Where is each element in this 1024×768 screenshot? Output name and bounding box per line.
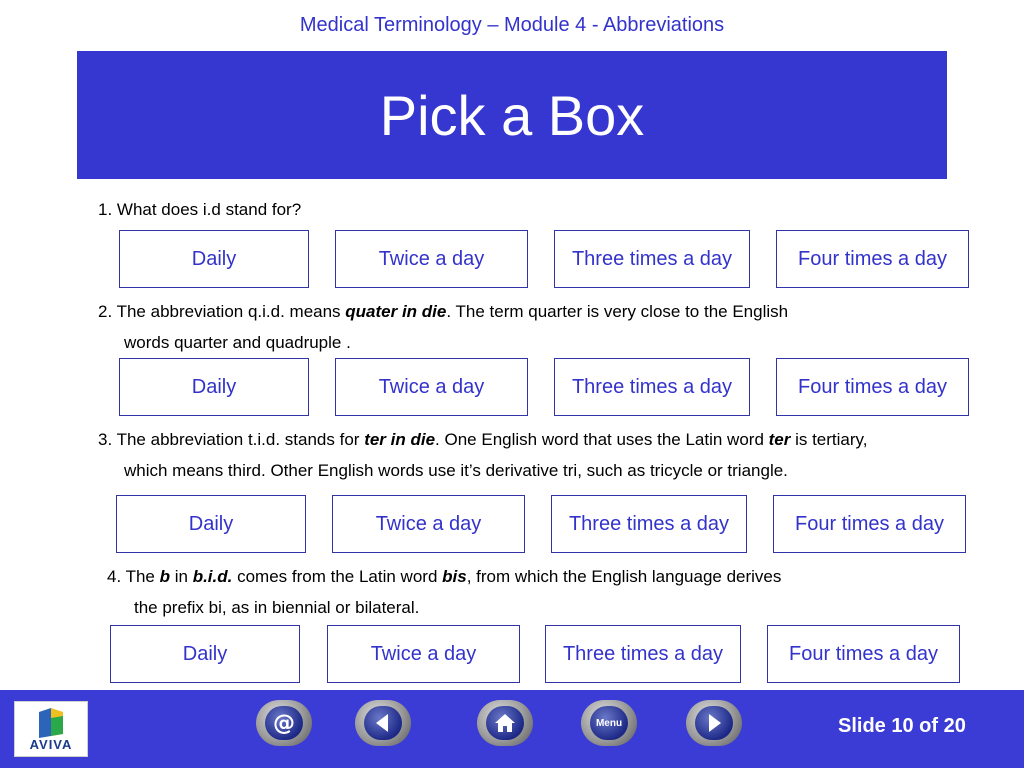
question-4-text-d: , from which the English language derives bbox=[466, 567, 782, 586]
aviva-logo bbox=[14, 701, 88, 757]
question-2-latin-term: quater in die bbox=[345, 302, 447, 321]
forward-arrow-icon bbox=[695, 706, 733, 740]
q1-option-daily[interactable]: Daily bbox=[119, 230, 309, 288]
email-icon bbox=[265, 706, 303, 740]
question-4-text-c: comes from the Latin word bbox=[232, 567, 443, 586]
q3-option-four[interactable]: Four times a day bbox=[773, 495, 966, 553]
q2-option-daily[interactable]: Daily bbox=[119, 358, 309, 416]
question-2 bbox=[98, 296, 788, 358]
forward-button[interactable] bbox=[686, 700, 742, 746]
aviva-logo-text: AVIVA bbox=[29, 737, 73, 752]
q4-option-daily[interactable]: Daily bbox=[110, 625, 300, 683]
question-3-latin-root: ter bbox=[768, 430, 791, 449]
q2-option-three[interactable]: Three times a day bbox=[554, 358, 750, 416]
home-button[interactable] bbox=[477, 700, 533, 746]
question-3-line2: which means third. Other English words use it’s derivative tri, such as tricycle or triangle. bbox=[124, 461, 788, 480]
question-1 bbox=[98, 194, 301, 225]
question-4-letter: b bbox=[159, 567, 171, 586]
menu-label: Menu bbox=[595, 717, 623, 729]
question-3-text-a: 3. The abbreviation t.i.d. stands for bbox=[98, 430, 365, 449]
menu-button[interactable] bbox=[581, 700, 637, 746]
question-2-line2: words quarter and quadruple . bbox=[124, 333, 351, 352]
q2-option-twice[interactable]: Twice a day bbox=[335, 358, 528, 416]
q1-option-twice[interactable]: Twice a day bbox=[335, 230, 528, 288]
q3-option-twice[interactable]: Twice a day bbox=[332, 495, 525, 553]
question-2-text-b: . The term quarter is very close to the English bbox=[446, 302, 789, 321]
q1-option-three[interactable]: Three times a day bbox=[554, 230, 750, 288]
home-icon bbox=[486, 706, 524, 740]
question-3-text-b: . One English word that uses the Latin word bbox=[435, 430, 769, 449]
module-title: Medical Terminology – Module 4 - Abbreviations bbox=[299, 14, 725, 36]
q3-option-daily[interactable]: Daily bbox=[116, 495, 306, 553]
question-4-text-a: 4. The bbox=[107, 567, 160, 586]
title-banner bbox=[77, 51, 947, 179]
question-2-text-a: 2. The abbreviation q.i.d. means bbox=[98, 302, 346, 321]
question-4-abbreviation: b.i.d. bbox=[192, 567, 233, 586]
q4-option-four[interactable]: Four times a day bbox=[767, 625, 960, 683]
question-3 bbox=[98, 424, 868, 486]
back-button[interactable] bbox=[355, 700, 411, 746]
question-4-line2: the prefix bi, as in biennial or bilateral. bbox=[134, 598, 420, 617]
q2-option-four[interactable]: Four times a day bbox=[776, 358, 969, 416]
email-button[interactable] bbox=[256, 700, 312, 746]
question-3-text-c: is tertiary, bbox=[790, 430, 868, 449]
question-4 bbox=[107, 561, 781, 623]
svg-text:@: @ bbox=[273, 711, 295, 736]
q1-option-four[interactable]: Four times a day bbox=[776, 230, 969, 288]
menu-icon bbox=[590, 706, 628, 740]
q4-option-twice[interactable]: Twice a day bbox=[327, 625, 520, 683]
q3-option-three[interactable]: Three times a day bbox=[551, 495, 747, 553]
question-1-text: 1. What does i.d stand for? bbox=[98, 200, 302, 219]
back-arrow-icon bbox=[364, 706, 402, 740]
question-3-latin-term: ter in die bbox=[364, 430, 436, 449]
question-4-text-b: in bbox=[170, 567, 193, 586]
question-4-latin-word: bis bbox=[442, 567, 467, 586]
q4-option-three[interactable]: Three times a day bbox=[545, 625, 741, 683]
slide-counter: Slide 10 of 20 bbox=[838, 715, 966, 737]
banner-title: Pick a Box bbox=[379, 83, 645, 147]
